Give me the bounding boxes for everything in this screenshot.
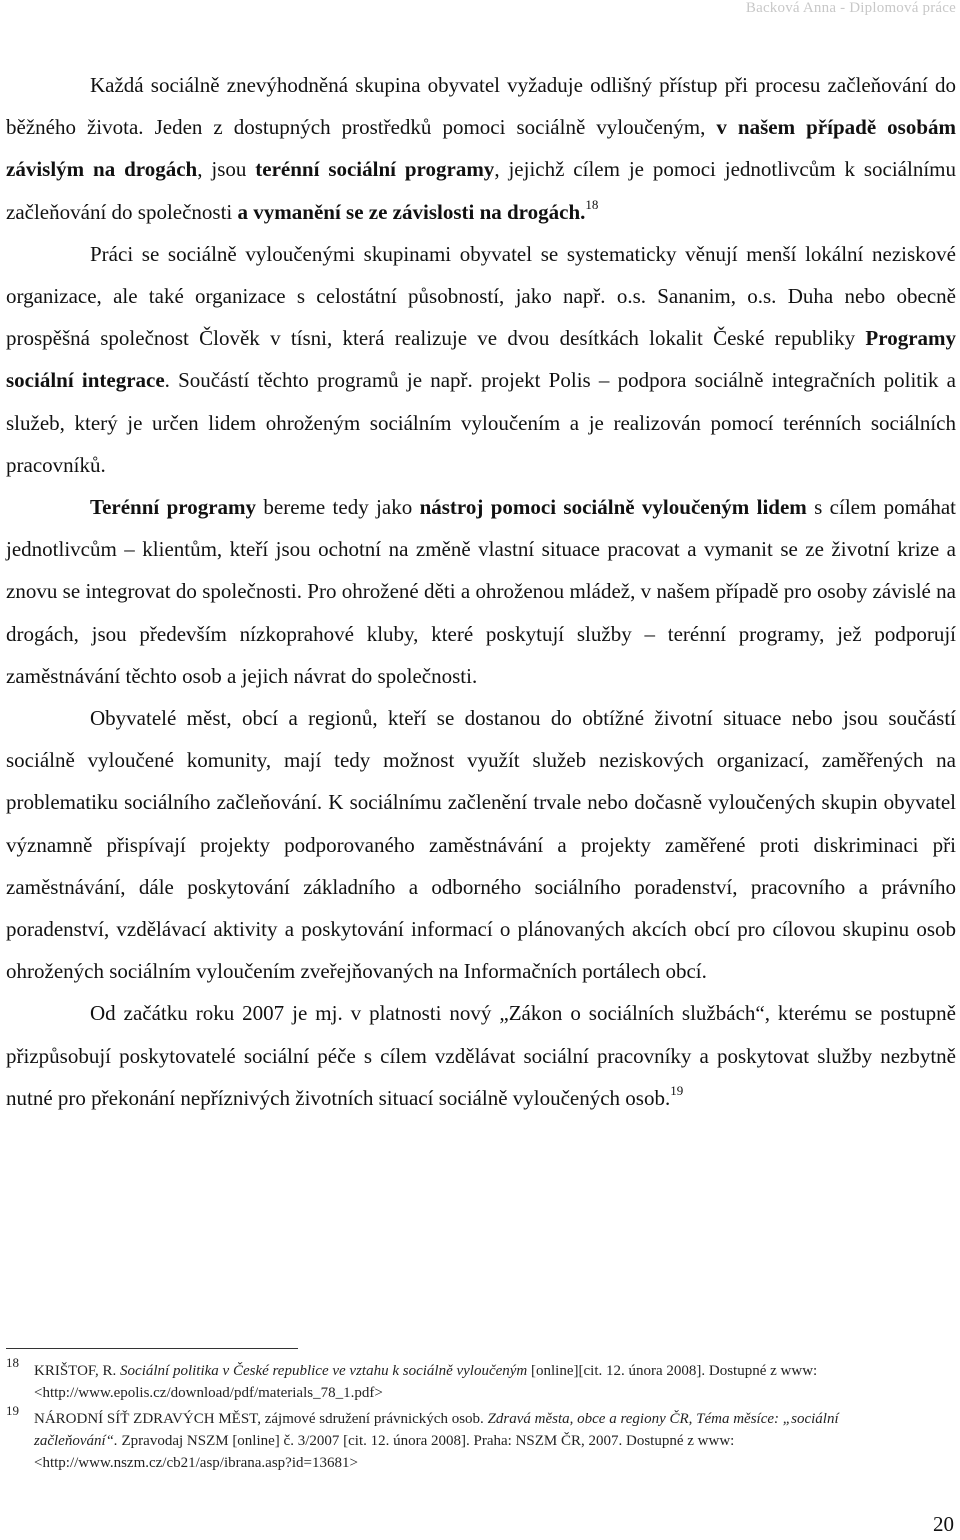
- paragraph-5: [6, 992, 956, 1119]
- text-span: Od začátku roku 2007 je mj. v platnosti nový „Zákon o sociálních službách“, kterému se postupně přizpůsobují poskytovatelé sociální péče s cílem vzdělávat sociální pracovníky a poskytovat služby nezbytně nutné pro překonání nepříznivých životních situací sociálně vyloučených osob.: [6, 1001, 956, 1110]
- footnote-19: [6, 1403, 906, 1474]
- footnote-author: NÁRODNÍ SÍŤ ZDRAVÝCH MĚST, zájmové sdružení právnických osob.: [34, 1411, 484, 1427]
- footnote-18: [6, 1355, 906, 1404]
- page-number: 20: [933, 1512, 954, 1536]
- paragraph-4: [6, 697, 956, 992]
- paragraph-3: [6, 486, 956, 697]
- text-span: Práci se sociálně vyloučenými skupinami obyvatel se systematicky věnují menší lokální neziskové organizace, ale také organizace s celostátní působností, jako např. o.s. Sananim, o.s. Duha nebo obecně prospěšná společnost Člověk v tísni, která realizuje ve dvou desítkách lokalit České republiky: [6, 241, 956, 351]
- footnote-number: 19: [6, 1403, 19, 1418]
- bold-span: a vymanění se ze závislosti na drogách.: [237, 199, 586, 224]
- footnote-title: Zdravá města, obce a regiony ČR, Téma měsíce: „sociální začleňování“.: [34, 1411, 839, 1449]
- bold-span: v našem případě osobám závislým na drogách: [6, 115, 957, 182]
- footnote-separator: [6, 1348, 298, 1349]
- footnote-number: 18: [6, 1355, 19, 1370]
- text-span: bereme tedy jako: [263, 495, 413, 520]
- footnote-title: Sociální politika v České republice ve vztahu k sociálně vyloučeným: [120, 1363, 528, 1379]
- bold-span: Terénní programy: [90, 495, 257, 520]
- bold-span: nástroj pomoci sociálně vyloučeným lidem: [419, 495, 807, 520]
- footnote-rest[interactable]: Zpravodaj NSZM [online] č. 3/2007 [cit. 12. února 2008]. Praha: NSZM ČR, 2007. Dostupné z www: <http://www.nszm.cz/cb21/asp/ibrana.asp?id=13681>: [34, 1433, 735, 1471]
- text-span: , jsou: [197, 157, 247, 182]
- footnotes: [6, 1355, 906, 1478]
- paragraph-1: [6, 64, 956, 233]
- paragraph-2: [6, 233, 956, 486]
- footnote-rest[interactable]: [online][cit. 12. února 2008]. Dostupné z www: <http://www.epolis.cz/download/pdf/materials_78_1.pdf>: [34, 1363, 818, 1401]
- text-span: s cílem pomáhat jednotlivcům – klientům, kteří jsou ochotní na změně vlastní situace pracovat a vymanit se ze životní krize a znovu se integrovat do společnosti. Pro ohrožené děti a ohroženou mládež, v našem případě pro osoby závislé na drogách, jsou především nízkoprahové kluby, které poskytují služby – terénní programy, jež podporují zaměstnávání těchto osob a jejich návrat do společnosti.: [6, 495, 956, 688]
- bold-span: terénní sociální programy: [255, 157, 495, 182]
- main-text: [6, 64, 956, 1119]
- text-span: . Součástí těchto programů je např. projekt Polis – podpora sociálně integračních politik a služeb, který je určen lidem ohroženým sociálním vyloučením a je realizován pomocí terénních sociálních pracovníků.: [6, 368, 956, 477]
- text-span: , jejichž cílem je pomoci jednotlivcům k sociálnímu začleňování do společnosti: [6, 157, 956, 224]
- footnote-ref-19[interactable]: 19: [670, 1082, 684, 1098]
- running-header: Backová Anna - Diplomová práce: [745, 0, 956, 16]
- bold-span: Programy sociální integrace: [6, 326, 957, 393]
- footnote-author: KRIŠTOF, R.: [34, 1363, 117, 1379]
- text-span: Každá sociálně znevýhodněná skupina obyvatel vyžaduje odlišný přístup při procesu začleňování do běžného života. Jeden z dostupných prostředků pomoci sociálně vyloučeným,: [6, 73, 956, 140]
- footnote-ref-18[interactable]: 18: [585, 196, 599, 212]
- text-span: Obyvatelé měst, obcí a regionů, kteří se dostanou do obtížné životní situace nebo jsou součástí sociálně vyloučené komunity, mají tedy možnost využít služeb neziskových organizací, zaměřených na problematiku sociálního začleňování. K sociálnímu začlenění trvale nebo dočasně vyloučených skupin obyvatel významně přispívají projekty podporovaného zaměstnávání a projekty zaměřené proti diskriminaci při zaměstnávání, dále poskytování základního a odborného sociálního poradenství, pracovního a právního poradenství, vzdělávací aktivity a poskytování informací o plánovaných akcích obcí pro cílovou skupinu osob ohrožených sociálním vyloučením zveřejňovaných na Informačních portálech obcí.: [6, 706, 956, 984]
